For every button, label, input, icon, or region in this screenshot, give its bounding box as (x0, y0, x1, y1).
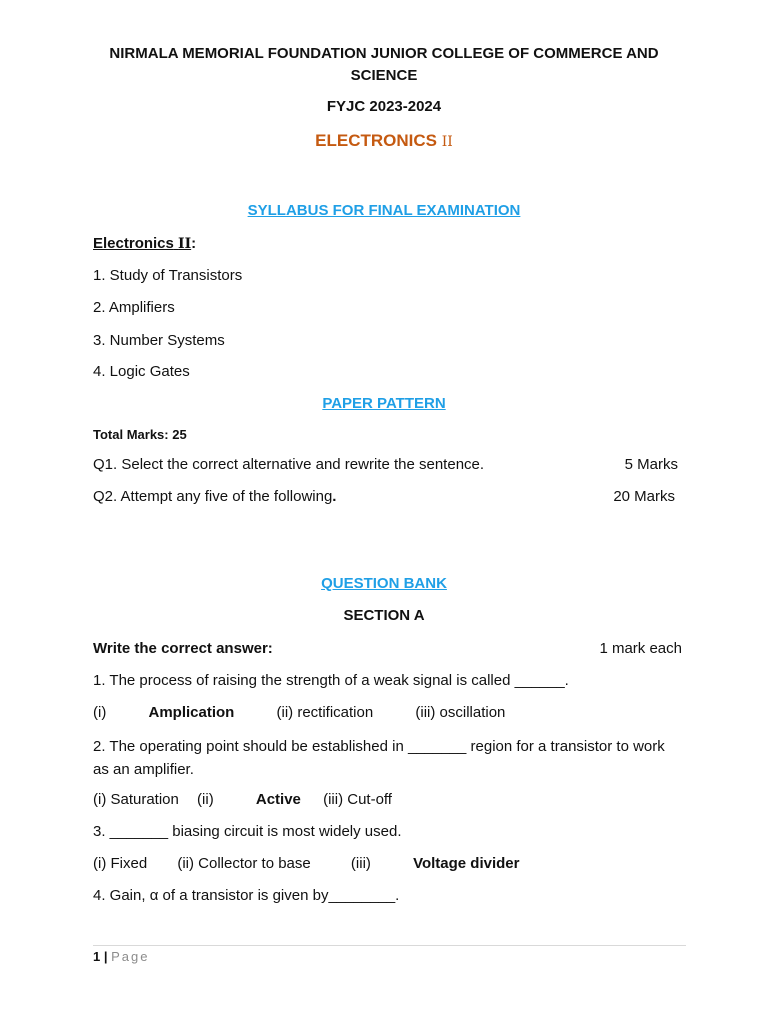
q1-option-3: (iii) oscillation (415, 704, 506, 721)
q3-option-1: (i) Fixed (93, 855, 148, 872)
page-number: 1 (93, 949, 101, 964)
instruction-marks: 1 mark each (599, 640, 682, 657)
page-footer (93, 949, 149, 964)
subject-roman: II (441, 134, 453, 150)
pattern-q2-marks: 20 Marks (613, 488, 675, 505)
question-2-options (93, 790, 682, 810)
syllabus-title (93, 234, 682, 254)
syllabus-title-roman: II (178, 236, 192, 252)
syllabus-item: 2. Amplifiers (93, 299, 175, 316)
subject-title (0, 131, 768, 151)
syllabus-item: 1. Study of Transistors (93, 267, 243, 284)
instruction-text: Write the correct answer: (93, 640, 273, 657)
syllabus-heading[interactable] (0, 202, 768, 219)
pattern-q2 (93, 487, 675, 507)
q2-option-2-answer: Active (255, 791, 301, 808)
syllabus-heading-text[interactable]: SYLLABUS FOR FINAL EXAMINATION (247, 202, 521, 219)
q3-option-3 (351, 855, 520, 872)
q1-option-1-prefix: (i) (93, 704, 111, 721)
paper-pattern-heading[interactable] (0, 395, 768, 412)
pattern-q2-text: Q2. Attempt any five of the following (93, 488, 333, 505)
syllabus-item: 3. Number Systems (93, 332, 225, 349)
pattern-q2-label (93, 487, 336, 507)
question-1: 1. The process of raising the strength of a weak signal is called ______. (93, 672, 569, 689)
page-word: Page (111, 949, 150, 964)
total-marks: Total Marks: 25 (93, 427, 187, 442)
pattern-q1-text: Q1. Select the correct alternative and rewrite the sentence. (93, 456, 485, 473)
section-a-heading (0, 607, 768, 624)
academic-year: FYJC 2023-2024 (326, 98, 442, 115)
q2-option-1: (i) Saturation (93, 791, 179, 808)
q2-option-2-prefix: (ii) (197, 791, 218, 808)
footer-divider (93, 945, 686, 946)
question-3-options (93, 854, 682, 874)
question-1-options (93, 703, 682, 723)
subject-name: ELECTRONICS (315, 131, 438, 150)
instruction-row (93, 639, 682, 659)
section-a-text: SECTION A (343, 607, 425, 624)
q3-option-2: (ii) Collector to base (177, 855, 311, 872)
footer-separator: | (100, 949, 112, 964)
question-4: 4. Gain, α of a transistor is given by________. (93, 887, 400, 904)
q3-option-3-answer: Voltage divider (413, 855, 520, 872)
question-2: 2. The operating point should be established in _______ region for a transistor to work as an amplifier. (93, 738, 665, 778)
pattern-q2-dot: . (332, 488, 337, 505)
q1-option-2: (ii) rectification (276, 704, 374, 721)
question-bank-heading-text[interactable]: QUESTION BANK (321, 575, 447, 592)
syllabus-item: 4. Logic Gates (93, 363, 190, 380)
q1-option-1 (93, 704, 234, 721)
question-3: 3. _______ biasing circuit is most widely used. (93, 823, 402, 840)
college-name: NIRMALA MEMORIAL FOUNDATION JUNIOR COLLEGE OF COMMERCE AND SCIENCE (109, 45, 659, 84)
syllabus-title-colon: : (191, 235, 197, 252)
q1-option-1-answer: Amplication (148, 704, 235, 721)
q3-option-3-prefix: (iii) (350, 855, 376, 872)
syllabus-title-text (93, 235, 191, 252)
q2-option-3: (iii) Cut-off (323, 791, 392, 808)
syllabus-title-word: Electronics (93, 235, 174, 252)
paper-pattern-heading-text[interactable]: PAPER PATTERN (322, 395, 446, 412)
question-bank-heading[interactable] (0, 575, 768, 592)
pattern-q1-marks: 5 Marks (624, 456, 678, 473)
q2-option-2 (197, 791, 301, 808)
pattern-q1 (93, 455, 678, 475)
